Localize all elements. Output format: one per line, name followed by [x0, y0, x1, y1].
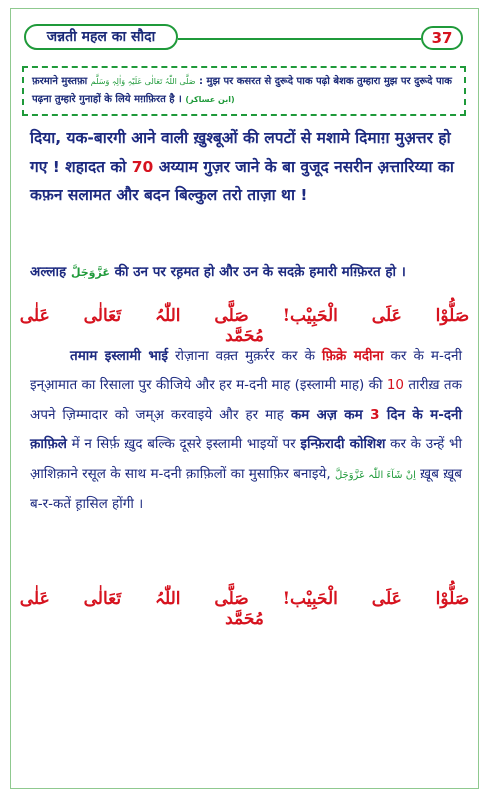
closing-s10: में न सिर्फ़ ख़ुद बल्कि दूसरे इस्लामी भाइयों पर [66, 436, 301, 453]
dua-text: की उन पर रह़मत हो और उन के सदक़े हमारी मग़्फ़िरत हो । [114, 264, 406, 280]
closing-s12: कर के उन्हें भी आ़शिक़ाने रसूल के साथ म-दनी क़ाफ़िलों का मुसाफ़िर बनाइये, [30, 436, 462, 482]
closing-paragraph [30, 342, 462, 519]
dua-lead: अल्लाह [30, 264, 67, 280]
closing-s8: 3 [370, 406, 380, 423]
dua-line [30, 262, 462, 283]
header-rule [178, 38, 421, 40]
azzawajal-text: عَزَّوَجَلَّ [70, 266, 110, 279]
hadith-box [22, 66, 466, 116]
book-title: जन्नती महल का सौदा [24, 24, 178, 50]
closing-s11: इन्फ़िरादी कोशिश [300, 436, 386, 453]
closing-s7: कम अज़ कम [290, 406, 371, 423]
closing-s4: कर के म-दनी इन्आ़मात का रिसाला पुर कीजिये और हर म-दनी माह (इस्लामी माह) की [30, 348, 463, 394]
story-number: 70 [131, 157, 154, 176]
durood-a: صَلُّوْا عَلَی الْحَبِیْب! [282, 306, 470, 326]
closing-s1: तमाम इस्लामी भाई [70, 348, 168, 364]
story-part-2: अय्याम गुज़र जाने के बा वुजूद नसरीन अ़त्तारिय्या का कफ़न सलामत और बदन बिल्कुल तरो ताज़ा था ! [30, 157, 454, 204]
story-paragraph [30, 124, 462, 210]
hadith-reference: (ابن عساکر) [185, 95, 235, 104]
story-part-1: दिया, यक-बारगी आने वाली ख़ुश्बूओं की लपटों से मशामे दिमाग़ मुअ़त्तर हो गए ! शहादत को [30, 129, 451, 176]
closing-s3: फ़िक्रे मदीना [322, 348, 384, 364]
hadith-text: : मुझ पर कसरत से दुरूदे पाक पढ़ो बेशक तुम्हारा मुझ पर दुरूदे पाक पढ़ना तुम्हारे गुनाहों के लिये मग़फ़िरत है । [32, 76, 452, 105]
inshallah-text: اِنْ شَآءَ اللّٰہ عَزَّوَجَلَّ [334, 469, 416, 481]
durood-line-bottom [0, 588, 489, 629]
closing-s9: दिन के म-दनी क़ाफ़िले [30, 406, 462, 453]
durood-a-bottom: صَلُّوْا عَلَی الْحَبِیْب! [282, 589, 470, 609]
salutation-text: صَلَّی اللّٰہُ تَعَالٰی عَلَیْہِ وَاٰلِہٖ وَسَلَّم [90, 77, 196, 86]
closing-s5: 10 [386, 377, 405, 394]
durood-b: صَلَّی اللّٰہُ تَعَالٰی عَلٰی مُحَمَّد [19, 306, 264, 346]
closing-s13: ख़ूब ख़ूब ब-र-कतें ह़ासिल होंगी । [30, 465, 462, 513]
durood-b-bottom: صَلَّی اللّٰہُ تَعَالٰی عَلٰی مُحَمَّد [19, 589, 264, 629]
page-number: 37 [421, 26, 463, 50]
closing-s6: तारीख़ तक अपने ज़िम्मादार को जम्अ़ करवाइये और हर माह [30, 377, 462, 423]
durood-line [0, 305, 489, 346]
hadith-lead: फ़रमाने मुस्तफ़ा [32, 76, 88, 87]
closing-s2: रोज़ाना वक़्त मुक़र्रर कर के [167, 348, 323, 364]
